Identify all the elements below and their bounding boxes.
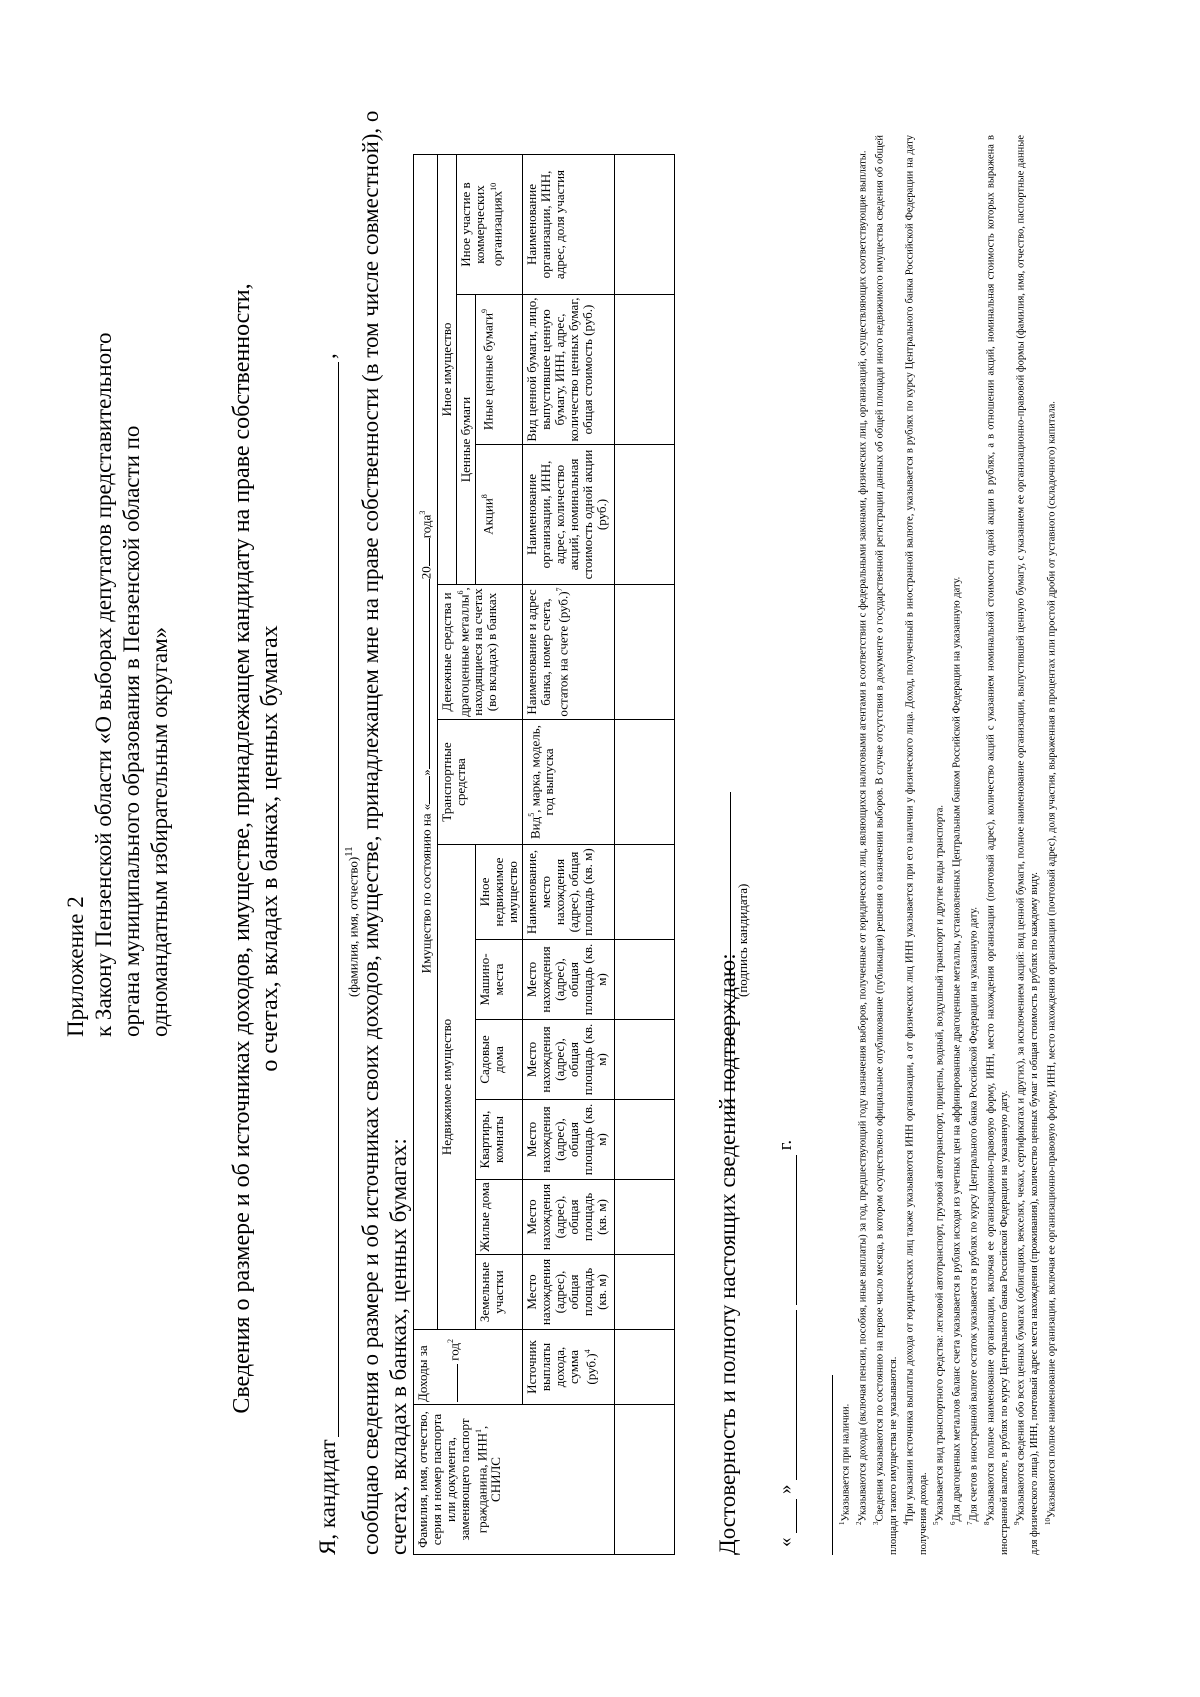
header-shares [476,445,523,585]
property-income-table [413,154,675,1555]
footnote-number: 7 [966,1521,975,1525]
footnote-text: Указываются полное наименование организации, включая ее организационно-правовую форму, ИНН, место нахождения организации (почтовый адрес), доля участия, выраженная в процентах или простой дроби от уставного (складочного) капитала. [1046,401,1058,1518]
fio-caption-text: (фамилия, имя, отчество) [345,856,361,997]
header-money-tail: , находящиеся на счетах (во вкладах) в банках [456,587,500,716]
data-cell-income[interactable] [615,1330,675,1405]
candidate-label: Я, кандидат [315,1439,340,1555]
footnote [1011,135,1041,1555]
signature-caption: (подпись кандидата) [735,883,750,997]
data-cell-houses[interactable] [615,1180,675,1255]
footnote-text: Для счетов в иностранной валюте остаток указывается в рублях по курсу Центрального банка Российской Федерации на указанную дату. [968,906,980,1522]
header-parking: Машино-места [476,940,523,1020]
footnote-number: 2 [854,1521,863,1525]
detail-transport-tail: , марка, модель, год выпуска [527,725,557,816]
footnote-number: 5 [932,1521,941,1525]
data-cell-commercial[interactable] [615,155,675,295]
footnote-text: Сведения указываются по состоянию на первое число месяца, в котором осуществлено официальное опубликование (публикация) решения о назначении выборов. В случае отсутствия в документе о государственной регистрации данных об общей площади иного недвижимого имущества сведения об общей площади такого имущества не указываются. [874,135,899,1555]
data-cell-land[interactable] [615,1255,675,1330]
footnote-text: При указании источника выплаты дохода от юридических лиц также указываются ИНН организации, а от физических лиц ИНН указывается при его наличии у физического лица. Доход, полученный в иностранной валюте, указывается в рублях по курсу Центрального банка Российской Федерации на дату получения дохода. [904,135,930,1555]
appendix-line: органа муниципального образования в Пензенской области по [119,425,144,1037]
detail-parking: Место нахождения (адрес), общая площадь (кв. м) [523,940,615,1020]
footnote-ref: 8 [480,494,489,499]
footnote-rule [832,1375,833,1555]
footnote [964,135,981,1555]
footnote-text: Указывается вид транспортного средства: легковой автотранспорт, грузовой автотранспорт, прицепы, водный, воздушный транспорт и другие виды транспорта. [934,805,946,1522]
detail-shares: Наименование организации, ИНН, адрес, количество акций, номинальная стоимость одной акции (руб.) [523,445,615,585]
header-money-text: Денежные средства и драгоценные металлы [439,592,472,717]
footnotes [836,135,1059,1555]
property-year-suffix: года [418,514,434,539]
detail-money-text: Наименование и адрес банка, номер счета, остаток на счете (руб.) [524,589,571,717]
footnote-ref: 5 [527,812,536,817]
detail-transport [523,720,615,845]
footnote-ref: 4 [583,1349,592,1354]
header-shares-text: Акции [480,498,496,535]
header-apartments: Квартиры, комнаты [476,1100,523,1180]
footnote-text: Указывается при наличии. [840,1403,852,1522]
footnote [947,135,964,1555]
footnote-number: 4 [902,1521,911,1525]
header-income-prefix: Доходы за [415,1345,430,1402]
detail-houses: Место нахождения (адрес), общая площадь (кв. м) [523,1180,615,1255]
document-title: Сведения о размере и об источниках доходов, имуществе, принадлежащем кандидату на праве собственности, [229,283,255,1414]
detail-land: Место нахождения (адрес), общая площадь (кв. м) [523,1255,615,1330]
header-land: Земельные участки [476,1255,523,1330]
footnote-ref: 10 [489,182,498,191]
appendix-line: к Закону Пензенской области «О выборах депутатов представительного [91,332,116,1037]
confirmation-text: Достоверность и полноту настоящих сведений подтверждаю: [715,953,740,1555]
property-date-mid: » [418,769,434,776]
date-year-blank[interactable] [778,1155,797,1305]
property-month-blank[interactable] [429,579,430,769]
fio-field-line[interactable] [338,362,339,1437]
header-person-text: Фамилия, имя, отчество, серия и номер паспорта или документа, заменяющего паспорт гражданина, ИНН [415,1411,490,1548]
document-title-continued: о счетах, вкладах в банках, ценных бумагах [257,625,283,1072]
income-year-blank[interactable] [457,1364,458,1402]
property-day-blank[interactable] [429,776,430,804]
detail-other-realty: Наименование, место нахождения (адрес), общая площадь (кв. м) [523,845,615,940]
footnote [870,135,900,1555]
footnote-text: Указываются доходы (включая пенсии, пособия, иные выплаты) за год, предшествующий году назначения выборов, полученные от юридических лиц, являющихся налоговыми агентами в соответствии с федеральными законами, физических лиц, организаций, осуществляющих соответствующие выплаты. [857,150,869,1522]
data-cell-apartments[interactable] [615,1100,675,1180]
data-cell-parking[interactable] [615,940,675,1020]
footnote [900,135,930,1555]
header-money [438,585,523,720]
header-commercial-text: Иное участие в коммерческих организациях [458,182,505,267]
date-day-blank[interactable] [778,1499,797,1533]
footnote-number: 1 [838,1521,846,1525]
header-property [414,155,438,1330]
header-person [414,1405,615,1555]
detail-other-securities: Вид ценной бумаги, лицо, выпустившее ценную бумагу, ИНН, адрес, количество ценных бумаг, общая стоимость (руб.) [523,295,615,445]
header-realty: Недвижимое имущество [438,845,476,1330]
property-year-prefix: 20 [418,566,434,580]
footnote-ref: 3 [418,510,427,515]
date-year-suffix: г. [775,1139,796,1151]
data-cell-garden-houses[interactable] [615,1020,675,1100]
footnote-text: Для драгоценных металлов баланс счета указывается в рублях исходя из учетных цен на аффинированные драгоценные металлы, установленных Центральным банком Российской Федерации на указанную дату. [951,576,963,1522]
property-date-prefix: Имущество по состоянию на « [418,803,434,974]
data-cell-transport[interactable] [615,720,675,845]
footnote [981,135,1011,1555]
appendix-line: одномандатным избирательным округам» [147,626,172,1037]
header-securities: Ценные бумаги [457,295,476,585]
detail-income-text: Источник выплаты дохода, сумма (руб.) [524,1340,599,1394]
header-other-realty: Иное недвижимое имущество [476,845,523,940]
header-other-securities-text: Иные ценные бумаги [480,312,496,431]
property-year-blank[interactable] [429,538,430,566]
footnote-ref: 9 [480,308,489,313]
header-commercial [457,155,523,295]
footnote-ref: 7 [555,587,564,592]
footnote-ref: 1 [474,1428,483,1433]
detail-apartments: Место нахождения (адрес), общая площадь (кв. м) [523,1100,615,1180]
statement-line: сообщаю сведения о размере и об источниках своих доходов, имуществе, принадлежащем мне на праве собственности (в том числе совместной), о [358,110,383,1555]
header-income-suffix: год [446,1343,462,1361]
header-person-tail: , СНИЛС [474,1425,504,1502]
detail-commercial: Наименование организации, ИНН, адрес, доля участия [523,155,615,295]
footnote-text: Указываются полное наименование организации, включая ее организационно-правовую форму, ИНН, место нахождения организации (почтовый адрес), количество акций с указанием номинальной стоимости одной акции в рублях, а в отношении акций, номинальная стоимость которых выражена в иностранной валюте, в рублях по курсу Центрального банка Российской Федерации на указанную дату. [985,135,1011,1555]
footnote-ref: 2 [446,1339,455,1343]
appendix-line: Приложение 2 [63,896,88,1037]
header-income [414,1330,523,1405]
footnote [836,135,853,1555]
data-cell-other-securities[interactable] [615,295,675,445]
data-cell-person[interactable] [615,1405,675,1555]
footnote-text: Указываются сведения обо всех ценных бумагах (облигациях, векселях, чеках, сертификатах и других), за исключением акций: вид ценной бумаги, полное наименование организации, выпустившей ценную бумагу, с указанием ее организационно-правовой формы (фамилия, имя, отчество, паспортные данные для физического лица), ИНН, почтовый адрес места нахождения (проживания), количество ценных бумаг и общая стоимость в рублях по каждому виду. [1015,135,1041,1555]
footnote [853,135,870,1555]
data-cell-money[interactable] [615,585,675,720]
header-other-property: Иное имущество [438,155,457,585]
statement-line: счетах, вкладах в банках, ценных бумагах: [386,1138,411,1555]
footnote [930,135,947,1555]
footnote [1042,135,1059,1555]
appendix-header [62,332,174,1037]
footnote-ref: 6 [456,590,465,595]
data-cell-shares[interactable] [615,445,675,585]
detail-money [523,585,615,720]
date-row [775,1140,797,1547]
detail-garden-houses: Место нахождения (адрес), общая площадь (кв. м) [523,1020,615,1100]
footnote-number: 10 [1043,1518,1052,1525]
footnote-ref: 11 [343,846,355,857]
signature-line[interactable] [730,792,731,1112]
data-cell-other-realty[interactable] [615,845,675,940]
footnote-number: 8 [983,1521,992,1525]
date-month-blank[interactable] [778,1310,797,1480]
footnote-number: 9 [1013,1521,1022,1525]
detail-income [523,1330,615,1405]
date-close-quote: » [775,1484,796,1494]
date-open-quote: « [775,1537,796,1547]
detail-transport-prefix: Вид [527,816,543,839]
footnote-number: 6 [949,1521,958,1525]
fio-comma: , [315,353,340,359]
footnote-number: 3 [871,1521,880,1525]
header-houses: Жилые дома [476,1180,523,1255]
header-garden-houses: Садовые дома [476,1020,523,1100]
header-other-securities [476,295,523,445]
header-transport: Транспортные средства [438,720,523,845]
